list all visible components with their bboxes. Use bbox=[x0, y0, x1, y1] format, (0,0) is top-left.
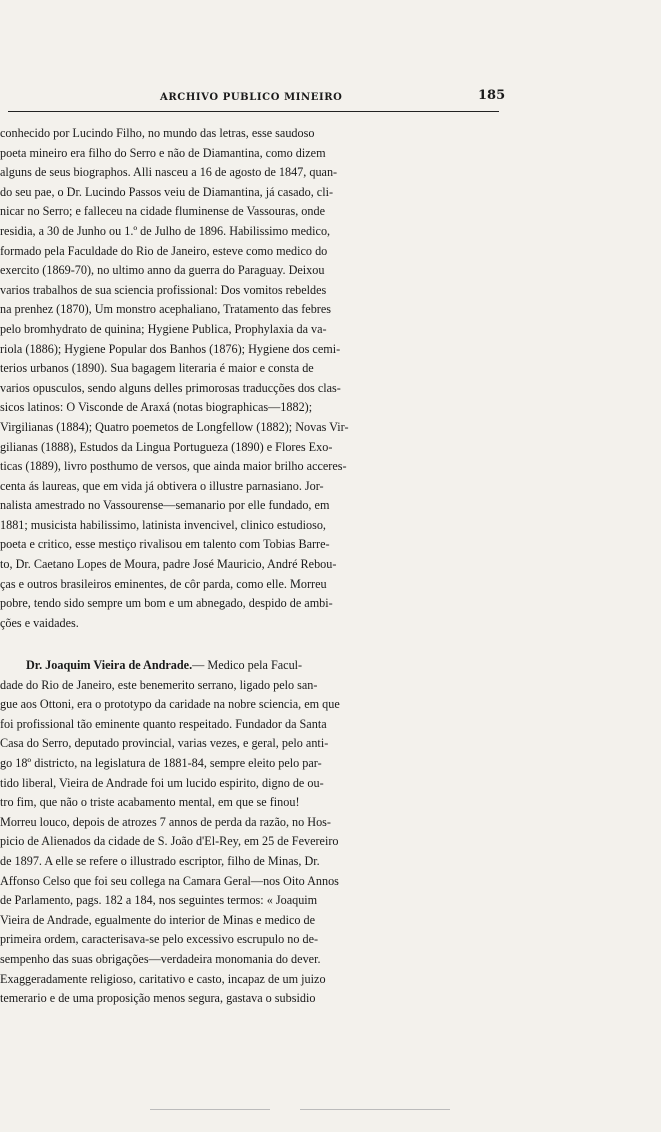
text-line: temerario e de uma proposição menos segura, gastava o subsidio bbox=[0, 991, 316, 1006]
text-line: pelo bromhydrato de quinina; Hygiene Publica, Prophylaxia da va- bbox=[0, 321, 327, 336]
paragraph-joaquim-vieira-de-andrade bbox=[0, 656, 496, 1009]
paragraph-lucindo-filho bbox=[0, 124, 496, 633]
text-line: pobre, tendo sido sempre um bom e um abnegado, despido de ambi- bbox=[0, 596, 333, 611]
page-number: 185 bbox=[478, 88, 506, 103]
text-line: exercito (1869-70), no ultimo anno da guerra do Paraguay. Deixou bbox=[0, 263, 325, 278]
text-line: de Parlamento, pags. 182 a 184, nos seguintes termos: « Joaquim bbox=[0, 893, 318, 908]
text-line: primeira ordem, caracterisava-se pelo excessivo escrupulo no de- bbox=[0, 932, 319, 947]
text-line: Vieira de Andrade, egualmente do interior de Minas e medico de bbox=[0, 912, 316, 927]
header-rule bbox=[8, 111, 499, 112]
text-line: Exaggeradamente religioso, caritativo e casto, incapaz de um juizo bbox=[0, 971, 326, 986]
text-line: to, Dr. Caetano Lopes de Moura, padre José Mauricio, André Rebou- bbox=[0, 557, 337, 572]
text-line: gilianas (1888), Estudos da Lingua Portugueza (1890) e Flores Exo- bbox=[0, 439, 333, 454]
text-line: riola (1886); Hygiene Popular dos Banhos (1876); Hygiene dos cemi- bbox=[0, 341, 341, 356]
text-line: poeta e critico, esse mestiço rivalisou em talento com Tobias Barre- bbox=[0, 537, 330, 552]
text-line: tro fim, que não o triste acabamento mental, em que se finou! bbox=[0, 795, 300, 810]
text-line: poeta mineiro era filho do Serro e não de Diamantina, como dizem bbox=[0, 145, 326, 160]
text-line: Virgilianas (1884); Quatro poemetos de Longfellow (1882); Novas Vir- bbox=[0, 419, 349, 434]
entry-heading-rest: — Medico pela Facul- bbox=[192, 658, 303, 672]
text-line: go 18º districto, na legislatura de 1881-84, sempre eleito pelo par- bbox=[0, 755, 322, 770]
text-line: de 1897. A elle se refere o illustrado escriptor, filho de Minas, Dr. bbox=[0, 853, 320, 868]
text-line: Casa do Serro, deputado provincial, varias vezes, e geral, pelo anti- bbox=[0, 736, 329, 751]
text-line: foi profissional tão eminente quanto respeitado. Fundador da Santa bbox=[0, 716, 327, 731]
text-line: do seu pae, o Dr. Lucindo Passos veiu de Diamantina, já casado, cli- bbox=[0, 184, 334, 199]
text-line-first bbox=[0, 656, 496, 676]
text-line: ções e vaidades. bbox=[0, 615, 79, 630]
text-line: nalista amestrado no Vassourense—semanario por elle fundado, em bbox=[0, 498, 330, 513]
text-line: dade do Rio de Janeiro, este benemerito serrano, ligado pelo san- bbox=[0, 677, 318, 692]
running-head bbox=[0, 88, 661, 114]
text-line: 1881; musicista habilissimo, latinista invencivel, clinico estudioso, bbox=[0, 517, 326, 532]
text-line: formado pela Faculdade do Rio de Janeiro, esteve como medico do bbox=[0, 243, 328, 258]
text-line: picio de Alienados da cidade de S. João d'El-Rey, em 25 de Fevereiro bbox=[0, 834, 339, 849]
text-line: varios opusculos, sendo alguns delles primorosas traducções dos clas- bbox=[0, 380, 341, 395]
text-line: ças e outros brasileiros eminentes, de côr parda, como elle. Morreu bbox=[0, 576, 327, 591]
text-line: nicar no Serro; e falleceu na cidade fluminense de Vassouras, onde bbox=[0, 204, 325, 219]
text-line: gue aos Ottoni, era o prototypo da caridade na nobre sciencia, em que bbox=[0, 697, 340, 712]
entry-heading-name: Dr. Joaquim Vieira de Andrade. bbox=[26, 658, 193, 672]
text-line: varios trabalhos de sua sciencia profissional: Dos vomitos rebeldes bbox=[0, 282, 327, 297]
text-line: sicos latinos: O Visconde de Araxá (notas biographicas—1882); bbox=[0, 400, 313, 415]
text-line: ticas (1889), livro posthumo de versos, que ainda maior brilho acceres- bbox=[0, 459, 347, 474]
text-line: tido liberal, Vieira de Andrade foi um lucido espirito, digno de ou- bbox=[0, 775, 324, 790]
text-line: centa ás laureas, que em vida já obtivera o illustre parnasiano. Jor- bbox=[0, 478, 324, 493]
running-title: ARCHIVO PUBLICO MINEIRO bbox=[160, 92, 343, 103]
text-line: conhecido por Lucindo Filho, no mundo das letras, esse saudoso bbox=[0, 126, 315, 140]
bottom-scan-mark bbox=[300, 1109, 450, 1110]
text-line: Morreu louco, depois de atrozes 7 annos de perda da razão, no Hos- bbox=[0, 814, 331, 829]
text-line: residia, a 30 de Junho ou 1.º de Julho de 1896. Habilissimo medico, bbox=[0, 223, 331, 238]
bottom-scan-mark bbox=[150, 1109, 270, 1110]
text-line: terios urbanos (1890). Sua bagagem literaria é maior e consta de bbox=[0, 361, 314, 376]
text-line: sempenho das suas obrigações—verdadeira monomania do dever. bbox=[0, 951, 321, 966]
text-line: Affonso Celso que foi seu collega na Camara Geral—nos Oito Annos bbox=[0, 873, 339, 888]
text-line: na prenhez (1870), Um monstro acephaliano, Tratamento das febres bbox=[0, 302, 331, 317]
text-line: alguns de seus biographos. Alli nasceu a 16 de agosto de 1847, quan- bbox=[0, 165, 338, 180]
